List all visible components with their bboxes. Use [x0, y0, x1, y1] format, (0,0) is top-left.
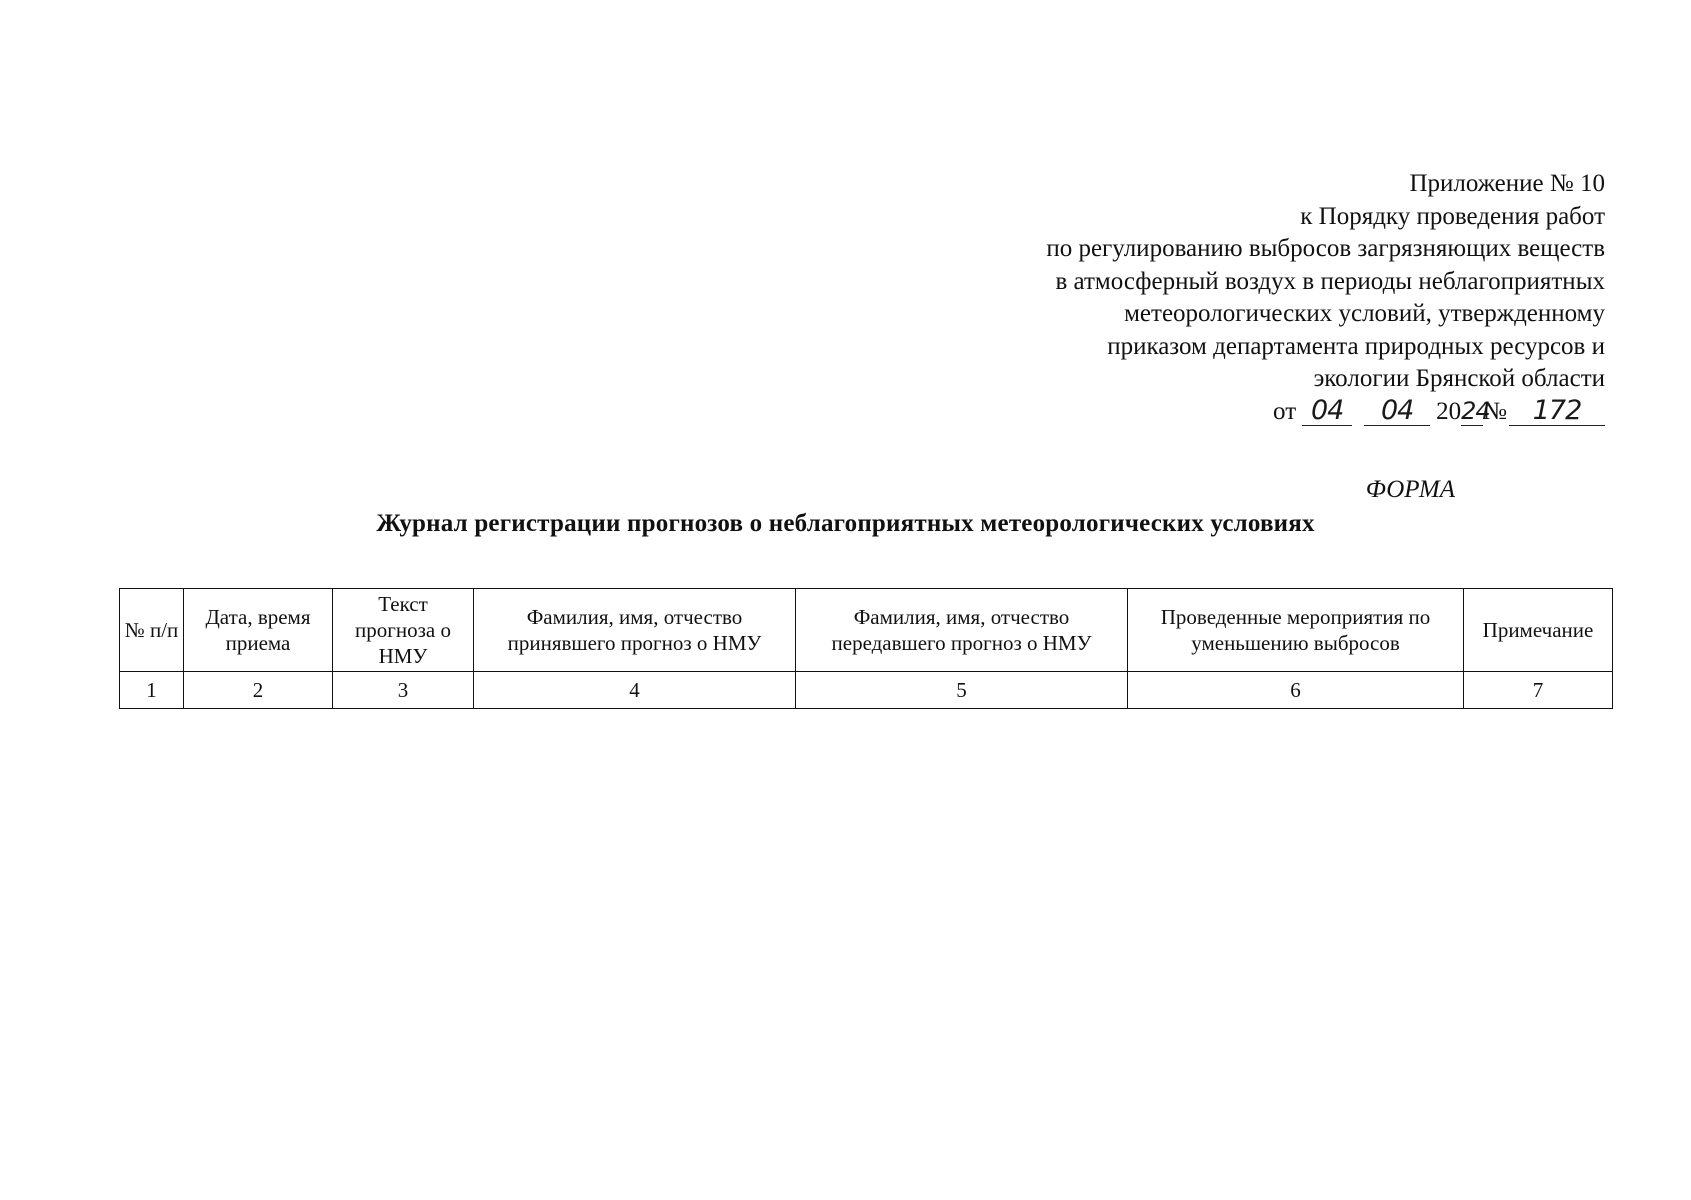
header-row: [120, 589, 1613, 672]
handwritten-month: 04: [1364, 397, 1430, 426]
appendix-line: по регулированию выбросов загрязняющих веществ: [1046, 235, 1605, 262]
numbering-cell: 5: [796, 672, 1128, 709]
year-prefix: 20: [1436, 397, 1462, 425]
header-cell-number: № п/п: [120, 589, 184, 672]
header-cell-date-time: Дата, время приема: [184, 589, 333, 672]
handwritten-order-number: 172: [1509, 397, 1605, 426]
header-cell-receiver-name: Фамилия, имя, отчество принявшего прогноз о НМУ: [474, 589, 796, 672]
numbering-cell: 2: [184, 672, 333, 709]
journal-table: [119, 588, 1613, 709]
numbering-cell: 1: [120, 672, 184, 709]
header-cell-note: Примечание: [1464, 589, 1613, 672]
handwritten-day: 04: [1302, 397, 1352, 426]
number-sign: №: [1483, 397, 1507, 425]
header-cell-measures: Проведенные мероприятия по уменьшению выбросов: [1128, 589, 1464, 672]
numbering-cell: 4: [474, 672, 796, 709]
appendix-block: [845, 168, 1605, 428]
appendix-line: в атмосферный воздух в периоды неблагоприятных: [1055, 267, 1605, 295]
numbering-cell: 7: [1464, 672, 1613, 709]
header-cell-forecast-text: Текст прогноза о НМУ: [333, 589, 474, 672]
appendix-line: Приложение № 10: [1409, 170, 1605, 197]
order-date-line: [845, 396, 1605, 429]
appendix-line: экологии Брянской области: [1313, 365, 1605, 392]
numbering-cell: 3: [333, 672, 474, 709]
numbering-cell: 6: [1128, 672, 1464, 709]
appendix-line: к Порядку проведения работ: [1300, 202, 1605, 230]
appendix-line: метеорологических условий, утвержденному: [1124, 300, 1605, 327]
date-prefix: от: [1273, 397, 1297, 425]
header-cell-sender-name: Фамилия, имя, отчество передавшего прогноз о НМУ: [796, 589, 1128, 672]
numbering-row: [120, 672, 1613, 709]
journal-title: Журнал регистрации прогнозов о неблагоприятных метеорологических условиях: [376, 510, 1315, 537]
appendix-line: приказом департамента природных ресурсов и: [1107, 332, 1605, 360]
handwritten-year: 24: [1461, 396, 1490, 425]
form-label: ФОРМА: [1365, 476, 1455, 503]
